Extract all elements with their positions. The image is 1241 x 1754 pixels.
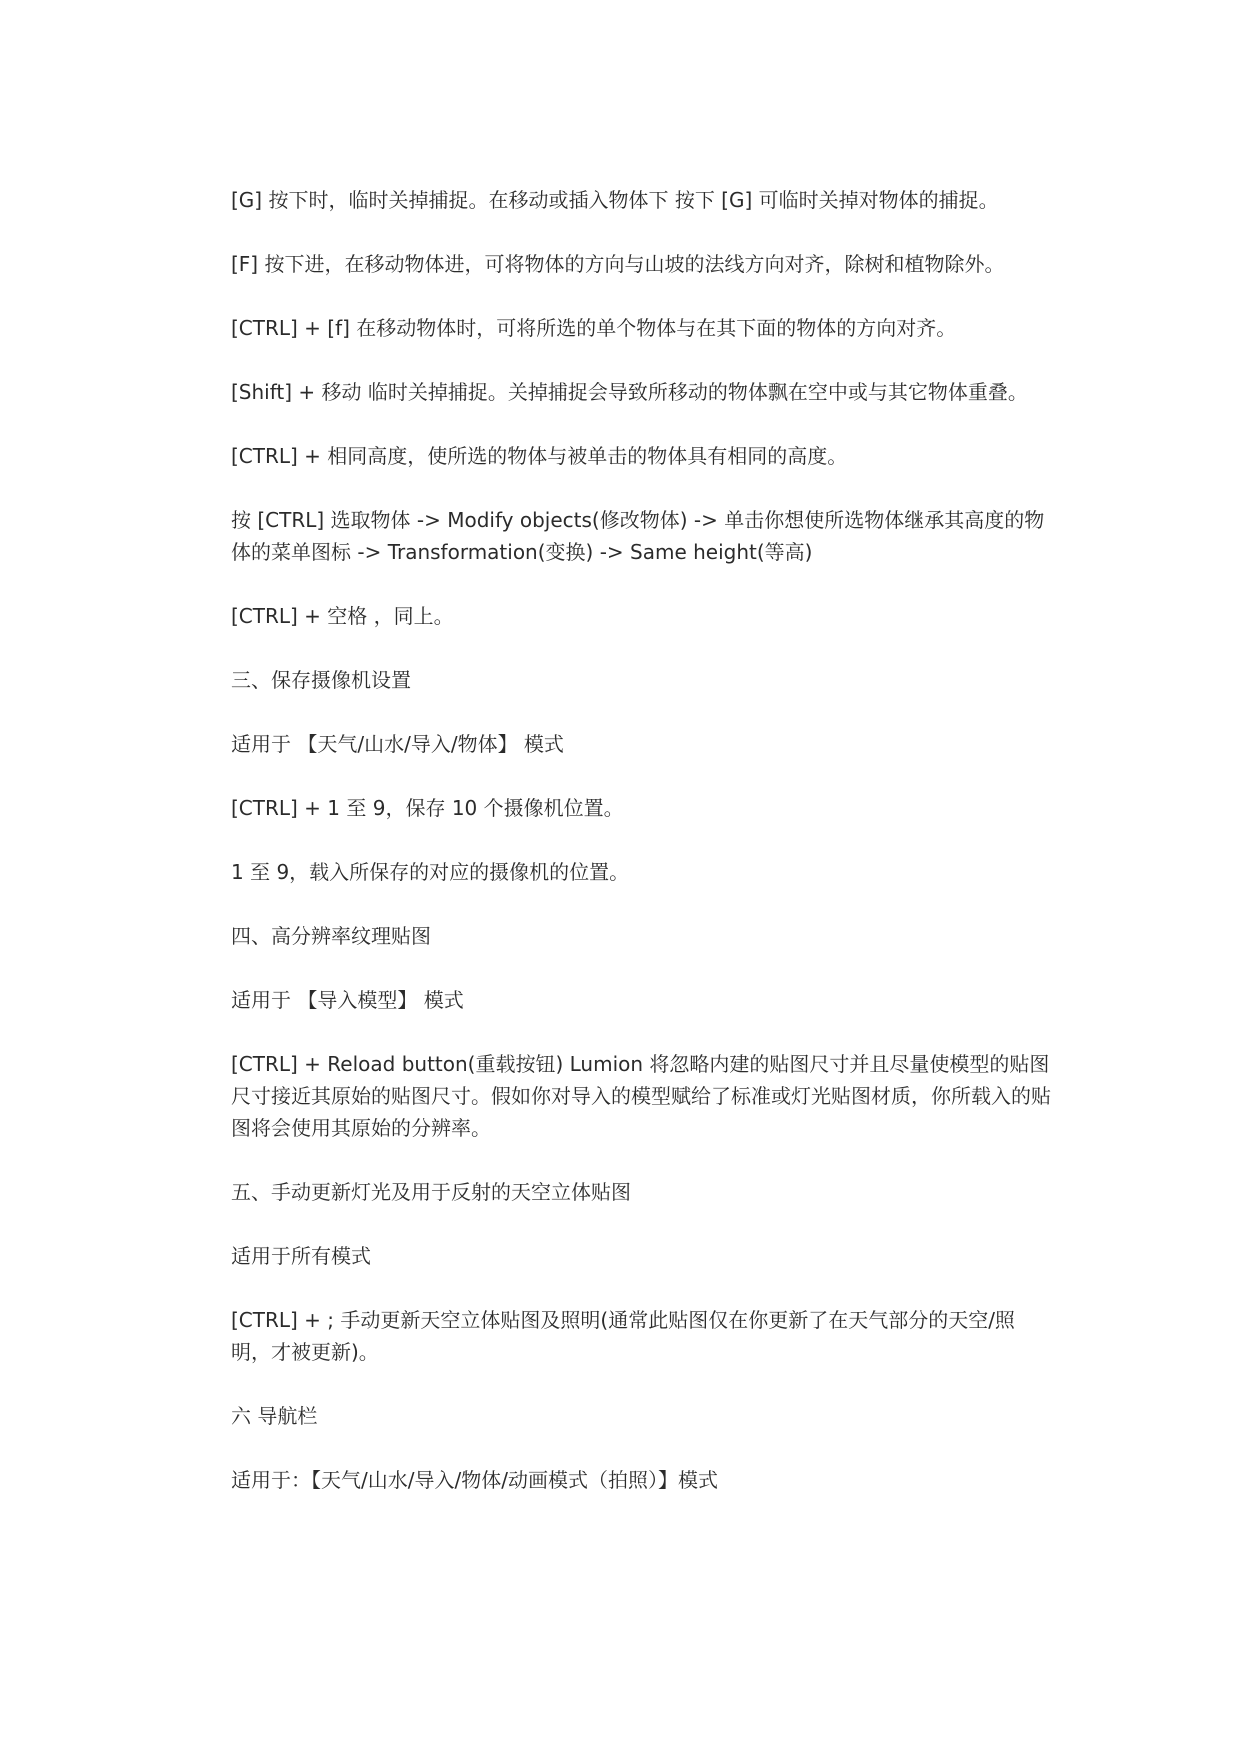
paragraph-ctrl-reload: [CTRL] + Reload button(重载按钮) Lumion 将忽略内建的贴图尺寸并且尽量使模型的贴图尺寸接近其原始的贴图尺寸。假如你对导入的模型赋给了标准或灯光贴图材质，你所载入的贴图将会使用其原始的分辨率。 [231,1052,1051,1140]
paragraph-ctrl-semicolon: [CTRL] + ; 手动更新天空立体贴图及照明(通常此贴图仅在你更新了在天气部分的天空/照明，才被更新)。 [231,1308,1015,1364]
paragraph-g-snap: [G] 按下时，临时关掉捕捉。在移动或插入物体下 按下 [G] 可临时关掉对物体的捕捉。 [231,188,999,212]
paragraph-f-align-slope: [F] 按下进，在移动物体进，可将物体的方向与山坡的法线方向对齐，除树和植物除外。 [231,252,1005,276]
paragraph-load-camera: 1 至 9，载入所保存的对应的摄像机的位置。 [231,860,630,884]
paragraph-applies-to-modes: 适用于 【天气/山水/导入/物体】 模式 [231,732,564,756]
paragraph-ctrl-save-camera: [CTRL] + 1 至 9，保存 10 个摄像机位置。 [231,796,624,820]
section-heading-navigation-bar: 六 导航栏 [231,1404,318,1428]
paragraph-ctrl-space: [CTRL] + 空格 ，同上。 [231,604,454,628]
paragraph-applies-to-nav: 适用于：【天气/山水/导入/物体/动画模式（拍照）】模式 [231,1468,718,1492]
paragraph-ctrl-f-align: [CTRL] + [f] 在移动物体时，可将所选的单个物体与在其下面的物体的方向对齐。 [231,316,957,340]
section-heading-manual-update: 五、手动更新灯光及用于反射的天空立体贴图 [231,1180,631,1204]
document-body [231,184,1051,1528]
section-heading-hires-texture: 四、高分辨率纹理贴图 [231,924,431,948]
paragraph-ctrl-same-height: [CTRL] + 相同高度，使所选的物体与被单击的物体具有相同的高度。 [231,444,848,468]
paragraph-applies-to-all: 适用于所有模式 [231,1244,371,1268]
paragraph-shift-move: [Shift] + 移动 临时关掉捕捉。关掉捕捉会导致所移动的物体飘在空中或与其它物体重叠。 [231,380,1028,404]
section-heading-save-camera: 三、保存摄像机设置 [231,668,411,692]
paragraph-applies-to-import: 适用于 【导入模型】 模式 [231,988,464,1012]
paragraph-ctrl-modify-objects: 按 [CTRL] 选取物体 -> Modify objects(修改物体) -> 单击你想使所选物体继承其高度的物体的菜单图标 -> Transformation(变换) -> Same height(等高) [231,508,1045,564]
